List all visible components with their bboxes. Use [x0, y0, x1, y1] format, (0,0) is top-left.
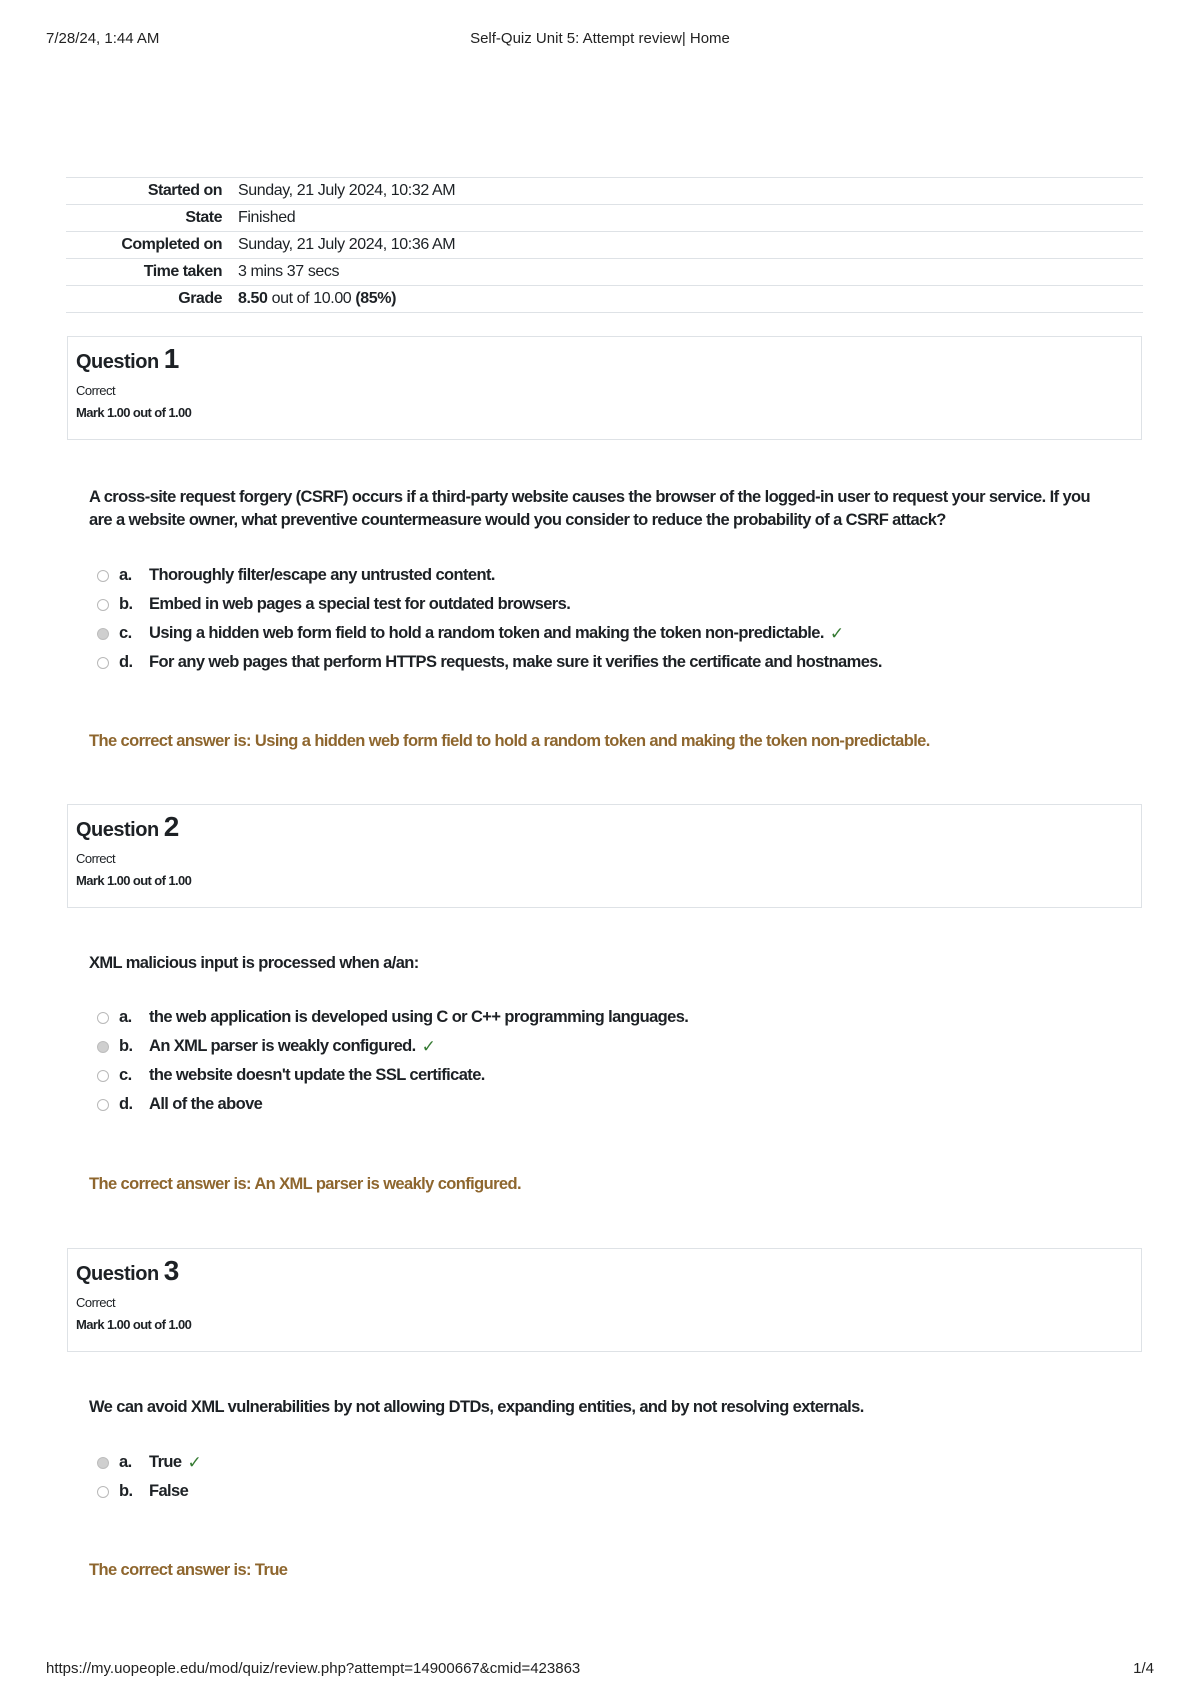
print-header [46, 30, 1154, 50]
summary-row-state [66, 205, 1143, 232]
answer-option[interactable] [97, 619, 1117, 648]
option-letter: a. [119, 1453, 132, 1471]
option-letter: b. [119, 1037, 133, 1055]
question-text-3: We can avoid XML vulnerabilities by not allowing DTDs, expanding entities, and by not resolving externals. [89, 1398, 864, 1416]
option-letter: c. [119, 624, 132, 642]
radio-icon[interactable] [97, 628, 109, 640]
check-icon: ✓ [829, 623, 844, 643]
answer-option[interactable] [97, 1448, 1117, 1477]
option-text: True [149, 1453, 182, 1471]
radio-icon[interactable] [97, 657, 109, 669]
question-number [76, 1255, 1133, 1290]
answer-option[interactable] [97, 1477, 1117, 1506]
grade-value [230, 286, 1143, 313]
question-mark: Mark 1.00 out of 1.00 [76, 1317, 192, 1332]
radio-icon[interactable] [97, 599, 109, 611]
page-url[interactable]: https://my.uopeople.edu/mod/quiz/review.php?attempt=14900667&cmid=423863 [46, 1660, 581, 1677]
radio-icon[interactable] [97, 570, 109, 582]
answer-option[interactable] [97, 1061, 1117, 1090]
question-state: Correct [76, 851, 116, 866]
question-label: Question [76, 819, 159, 841]
print-footer [46, 1660, 1154, 1680]
question-number [76, 343, 1133, 378]
right-answer-2: The correct answer is: An XML parser is weakly configured. [89, 1175, 521, 1193]
question-info-2 [67, 804, 1142, 908]
print-title: Self-Quiz Unit 5: Attempt review| Home [470, 30, 730, 47]
option-text: For any web pages that perform HTTPS requests, make sure it verifies the certificate and hostnames. [149, 653, 882, 671]
answer-list-3 [97, 1448, 1117, 1506]
answer-option[interactable] [97, 1032, 1117, 1061]
question-text-2: XML malicious input is processed when a/an: [89, 954, 419, 972]
answer-option[interactable] [97, 648, 1117, 677]
option-letter: a. [119, 566, 132, 584]
question-text-1: A cross-site request forgery (CSRF) occurs if a third-party website causes the browser of the logged-in user to request your service. If you are a website owner, what preventive countermeasure would you consider to reduce the probability of a CSRF attack? [89, 488, 1090, 529]
answer-option[interactable] [97, 590, 1117, 619]
radio-icon[interactable] [97, 1070, 109, 1082]
option-text: False [149, 1482, 189, 1500]
option-text: the web application is developed using C or C++ programming languages. [149, 1008, 689, 1026]
option-text: All of the above [149, 1095, 263, 1113]
summary-row-grade [66, 286, 1143, 313]
option-letter: d. [119, 653, 133, 671]
option-text: the website doesn't update the SSL certificate. [149, 1066, 485, 1084]
option-letter: b. [119, 595, 133, 613]
started-on-value: Sunday, 21 July 2024, 10:32 AM [238, 182, 456, 199]
answer-option[interactable] [97, 1003, 1117, 1032]
print-date: 7/28/24, 1:44 AM [46, 30, 160, 47]
option-text: An XML parser is weakly configured. [149, 1037, 416, 1055]
radio-icon[interactable] [97, 1457, 109, 1469]
radio-icon[interactable] [97, 1486, 109, 1498]
option-text: Thoroughly filter/escape any untrusted content. [149, 566, 495, 584]
time-taken-label: Time taken [143, 263, 222, 280]
state-value: Finished [238, 209, 296, 226]
question-number-value: 1 [163, 343, 179, 374]
grade-score: 8.50 [238, 290, 268, 307]
answer-option[interactable] [97, 561, 1117, 590]
check-icon: ✓ [421, 1036, 436, 1056]
summary-row-completed [66, 232, 1143, 259]
question-number-value: 3 [163, 1255, 179, 1286]
right-answer-1: The correct answer is: Using a hidden web form field to hold a random token and making the token non-predictable. [89, 732, 930, 750]
radio-icon[interactable] [97, 1099, 109, 1111]
grade-percent: (85%) [355, 290, 397, 307]
question-label: Question [76, 1263, 159, 1285]
question-label: Question [76, 351, 159, 373]
page-number: 1/4 [1133, 1660, 1154, 1677]
completed-on-value: Sunday, 21 July 2024, 10:36 AM [238, 236, 456, 253]
started-on-label: Started on [147, 182, 222, 199]
check-icon: ✓ [187, 1452, 202, 1472]
answer-option[interactable] [97, 1090, 1117, 1119]
time-taken-value: 3 mins 37 secs [238, 263, 340, 280]
radio-icon[interactable] [97, 1041, 109, 1053]
question-mark: Mark 1.00 out of 1.00 [76, 873, 192, 888]
question-state: Correct [76, 1295, 116, 1310]
summary-row-started [66, 178, 1143, 205]
summary-row-time [66, 259, 1143, 286]
question-info-3 [67, 1248, 1142, 1352]
question-number-value: 2 [163, 811, 179, 842]
option-letter: c. [119, 1066, 132, 1084]
grade-outof: out of 10.00 [271, 290, 352, 307]
question-info-1 [67, 336, 1142, 440]
attempt-summary-table [66, 177, 1143, 313]
option-letter: b. [119, 1482, 133, 1500]
option-letter: a. [119, 1008, 132, 1026]
grade-label: Grade [178, 290, 222, 307]
completed-on-label: Completed on [121, 236, 222, 253]
option-letter: d. [119, 1095, 133, 1113]
radio-icon[interactable] [97, 1012, 109, 1024]
question-number [76, 811, 1133, 846]
question-state: Correct [76, 383, 116, 398]
option-text: Using a hidden web form field to hold a random token and making the token non-predictable. [149, 624, 824, 642]
answer-list-2 [97, 1003, 1117, 1119]
question-mark: Mark 1.00 out of 1.00 [76, 405, 192, 420]
state-label: State [185, 209, 222, 226]
right-answer-3: The correct answer is: True [89, 1561, 288, 1579]
option-text: Embed in web pages a special test for outdated browsers. [149, 595, 571, 613]
answer-list-1 [97, 561, 1117, 677]
